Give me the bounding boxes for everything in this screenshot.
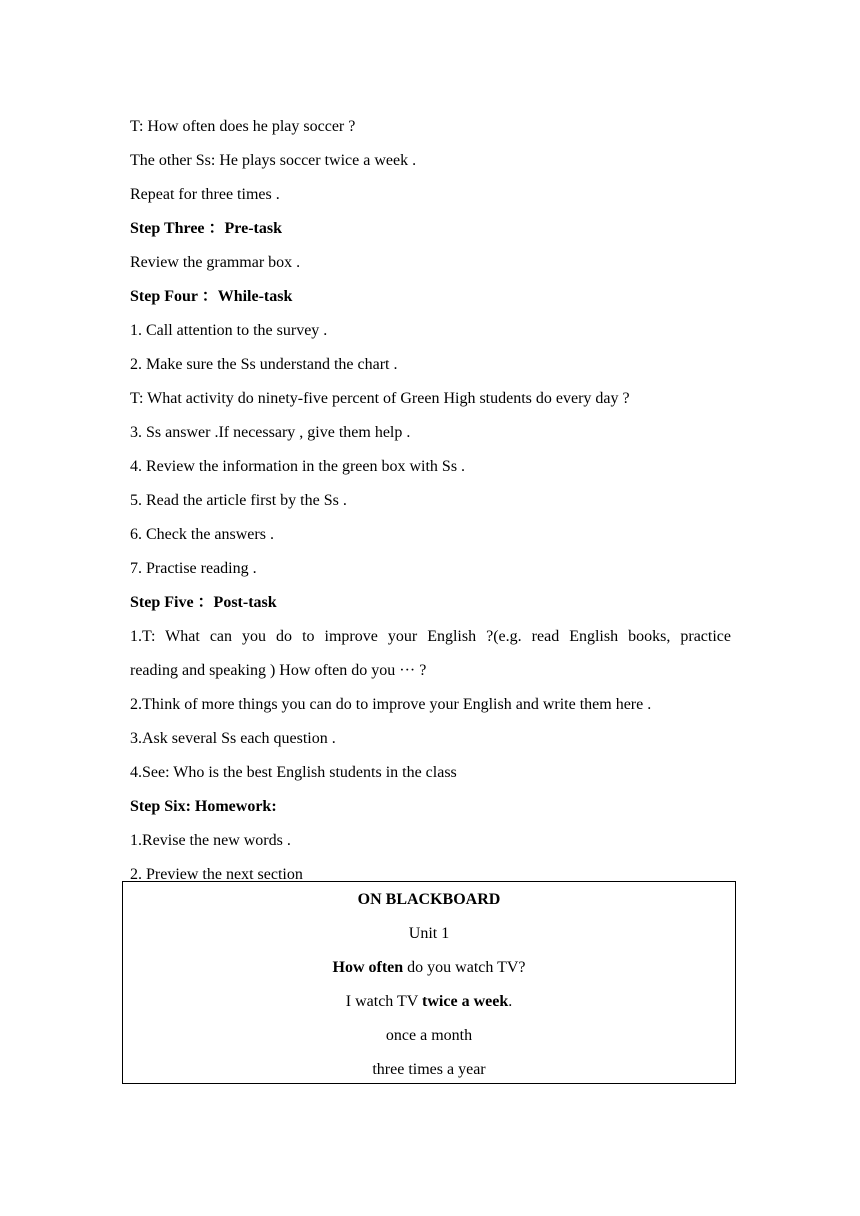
lesson-line: reading and speaking ) How often do you ··· ? [130, 662, 427, 679]
lesson-line: 2.Think of more things you can do to improve your English and write them here . [130, 696, 652, 713]
lesson-line: 2. Make sure the Ss understand the chart . [130, 356, 398, 373]
blackboard-question [123, 951, 735, 985]
lesson-plan-text [130, 110, 731, 892]
blackboard-answer [123, 985, 735, 1019]
lesson-line: 4. Review the information in the green box with Ss . [130, 458, 466, 475]
lesson-line: 4.See: Who is the best English students in the class [130, 764, 457, 781]
lesson-line: Repeat for three times . [130, 186, 280, 203]
lesson-line: T: What activity do ninety-five percent of Green High students do every day ? [130, 390, 630, 407]
lesson-line: The other Ss: He plays soccer twice a week . [130, 152, 417, 169]
blackboard-unit: Unit 1 [408, 925, 450, 942]
section-heading: Step Three ：Pre-task [130, 220, 282, 237]
lesson-line: 6. Check the answers . [130, 526, 274, 543]
blackboard-box [122, 881, 736, 1084]
lesson-line: 7. Practise reading . [130, 560, 257, 577]
lesson-line: Review the grammar box . [130, 254, 301, 271]
lesson-line: 3. Ss answer .If necessary , give them help . [130, 424, 411, 441]
blackboard-question-rest: do you watch TV? [403, 959, 526, 976]
blackboard-example-1: once a month [385, 1027, 473, 1044]
blackboard-answer-emphasis: twice a week [422, 993, 509, 1010]
lesson-line: 1.Revise the new words . [130, 832, 291, 849]
blackboard-question-emphasis: How often [332, 959, 404, 976]
blackboard-answer-start: I watch TV [345, 993, 423, 1010]
lesson-line: T: How often does he play soccer ? [130, 118, 356, 135]
blackboard-answer-end: . [508, 993, 513, 1010]
section-heading: Step Five ：Post-task [130, 594, 277, 611]
lesson-line: 1. Call attention to the survey . [130, 322, 328, 339]
section-heading: Step Six: Homework: [130, 798, 277, 815]
blackboard-example-2: three times a year [372, 1061, 486, 1078]
blackboard-title: ON BLACKBOARD [357, 891, 501, 908]
lesson-line: 3.Ask several Ss each question . [130, 730, 336, 747]
lesson-line: 5. Read the article first by the Ss . [130, 492, 347, 509]
section-heading: Step Four ：While-task [130, 288, 293, 305]
lesson-line: 1.T: What can you do to improve your English ?(e.g. read English books, practice [130, 628, 731, 645]
lesson-line: 2. Preview the next section [130, 866, 303, 883]
